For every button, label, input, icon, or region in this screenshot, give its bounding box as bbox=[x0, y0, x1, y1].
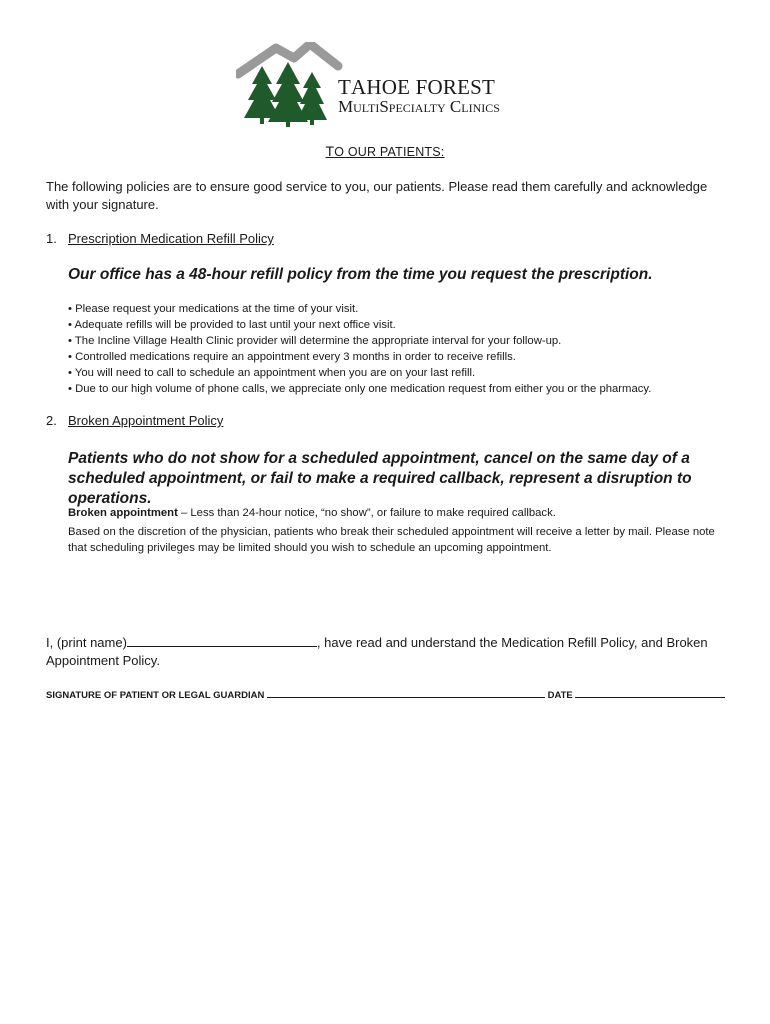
heading-initial: T bbox=[325, 143, 335, 159]
brand-letter: F bbox=[410, 75, 428, 99]
list-item: • The Incline Village Health Clinic provider will determine the appropriate interval for your follow-up. bbox=[68, 335, 562, 347]
section-appointment-title bbox=[46, 413, 223, 428]
section-number: 2. bbox=[46, 413, 57, 428]
broken-appointment-definition bbox=[68, 505, 728, 521]
brand-word: OREST bbox=[427, 75, 496, 99]
acknowledgement bbox=[46, 634, 726, 670]
clinic-name-line2: MultiSpecialty Clinics bbox=[338, 97, 500, 116]
page-heading bbox=[0, 143, 770, 159]
list-item: • Please request your medications at the time of your visit. bbox=[68, 303, 359, 315]
signature-field[interactable] bbox=[267, 688, 545, 698]
tree-logo-icon bbox=[236, 42, 346, 128]
list-item: • Adequate refills will be provided to last until your next office visit. bbox=[68, 319, 396, 331]
list-item: • Controlled medications require an appointment every 3 months in order to receive refills. bbox=[68, 351, 516, 363]
section-refill-title bbox=[46, 231, 274, 246]
heading-rest: O OUR PATIENTS: bbox=[334, 145, 445, 159]
refill-emphasis: Our office has a 48-hour refill policy from the time you request the prescription. bbox=[68, 266, 653, 283]
intro-paragraph: The following policies are to ensure good service to you, our patients. Please read them carefully and acknowledge with your signature. bbox=[46, 179, 708, 212]
brand-word: AHOE bbox=[351, 75, 411, 99]
signature-row bbox=[46, 688, 725, 701]
signature-label: SIGNATURE OF PATIENT OR LEGAL GUARDIAN bbox=[46, 690, 265, 701]
refill-bullet-list bbox=[68, 301, 738, 397]
appointment-emphasis: Patients who do not show for a scheduled appointment, cancel on the same day of a scheduled appointment, or fail to make a required callback, represent a disruption to operations. bbox=[68, 450, 692, 507]
date-field[interactable] bbox=[575, 688, 725, 698]
ack-suffix: , have read and understand the Medication Refill Policy, and Broken Appointment Policy. bbox=[46, 635, 708, 668]
clinic-name bbox=[338, 76, 500, 116]
definition-term: Broken appointment bbox=[68, 507, 178, 519]
print-name-field[interactable] bbox=[127, 634, 317, 647]
clinic-logo bbox=[236, 42, 346, 128]
appointment-note: Based on the discretion of the physician, patients who break their scheduled appointment will receive a letter by mail. Please note that scheduling privileges may be limited should you wish to schedule an upcoming appointment. bbox=[68, 526, 715, 554]
section-title-text: Prescription Medication Refill Policy bbox=[68, 231, 274, 246]
list-item: • You will need to call to schedule an appointment when you are on your last refill. bbox=[68, 367, 476, 379]
section-title-text: Broken Appointment Policy bbox=[68, 413, 224, 428]
date-label: DATE bbox=[547, 690, 573, 701]
brand-letter: T bbox=[338, 75, 352, 99]
definition-text: – Less than 24-hour notice, “no show”, or failure to make required callback. bbox=[177, 507, 556, 519]
ack-prefix: I, (print name) bbox=[46, 635, 127, 650]
list-item: • Due to our high volume of phone calls, we appreciate only one medication request from either you or the pharmacy. bbox=[68, 383, 652, 395]
section-number: 1. bbox=[46, 231, 57, 246]
clinic-name-line1 bbox=[338, 76, 500, 98]
